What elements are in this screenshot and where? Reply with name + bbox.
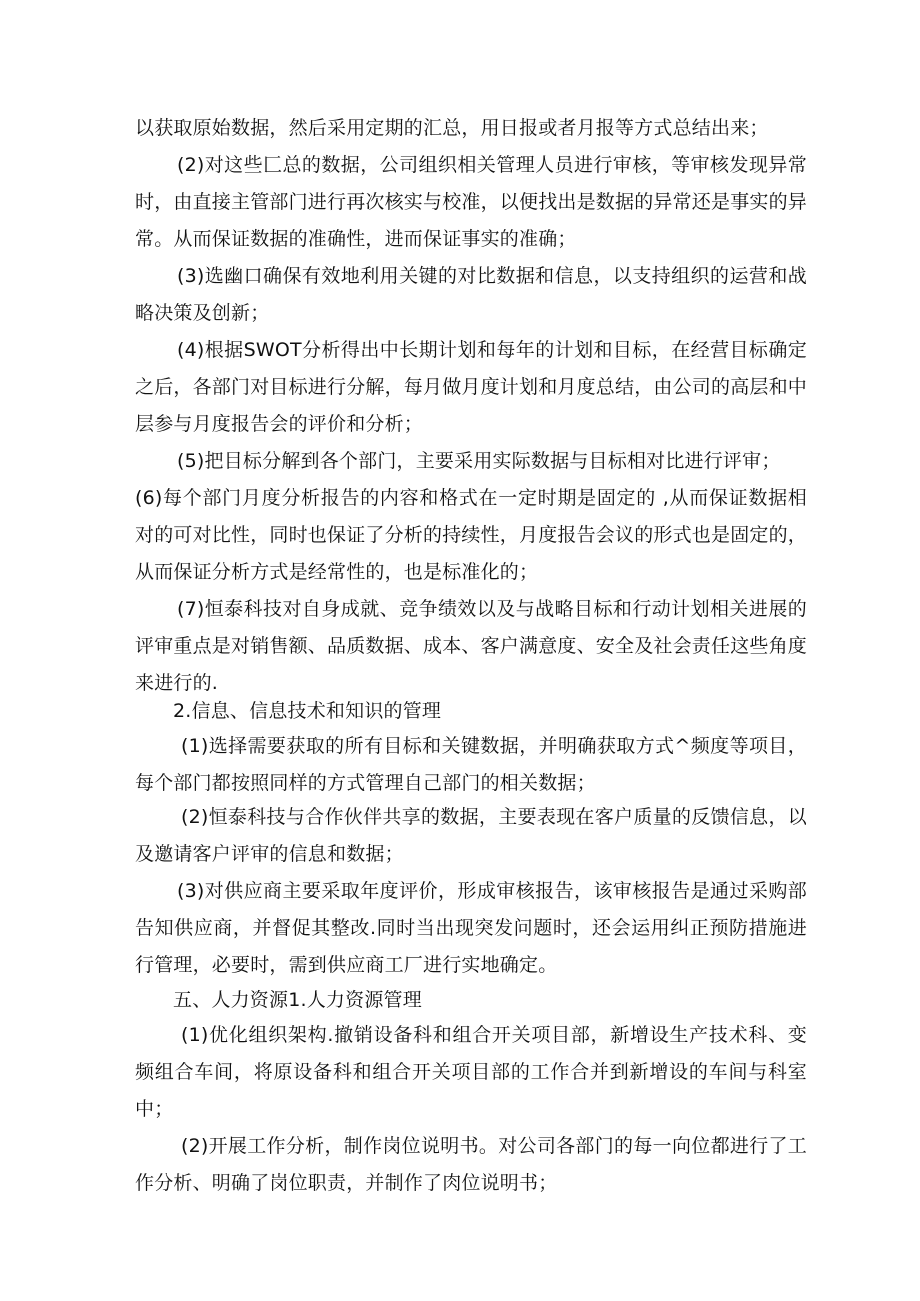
paragraph-item-7: (7)恒泰科技对自身成就、竞争绩效以及与战略目标和行动计划相关进展的评审重点是对销售额、品质数据、成本、客户满意度、安全及社会责任这些角度来进行的.	[135, 598, 808, 694]
paragraph-info-2: (2)恒泰科技与合作伙伴共享的数据，主要表现在客户质量的反馈信息，以及邀请客户评审的信息和数据；	[135, 806, 807, 865]
paragraph-item-2: (2)对这些匚总的数据，公司组织相关管理人员进行审核，等审核发现异常时，由直接主管部门进行再次核实与校准，以便找出是数据的异常还是事实的异常。从而保证数据的准确性，进而保证事实的准确；	[135, 154, 808, 250]
paragraph-item-3: (3)选幽口确保有效地利用关键的对比数据和信息，以支持组织的运营和战略决策及创新；	[135, 265, 807, 324]
section-heading-information: 2.信息、信息技术和知识的管理	[173, 700, 442, 722]
paragraph-item-6: (6)每个部门月度分析报告的内容和格式在一定时期是固定的 ,从而保证数据相对的可对比性，同时也保证了分析的持续性，月度报告会议的形式也是固定的，从而保证分析方式是经常性的，也是标准化的；	[135, 487, 808, 583]
paragraph-hr-2: (2)开展工作分析，制作岗位说明书。对公司各部门的每一向位都进行了工作分析、明确了岗位职责，并制作了肉位说明书；	[135, 1135, 807, 1194]
paragraph-item-4: (4)根据SWOT分析得出中长期计划和每年的计划和目标，在经营目标确定之后，各部门对目标进行分解，每月做月度计划和月度总结，由公司的高层和中层参与月度报告会的评价和分析；	[135, 339, 808, 435]
section-heading-hr: 五、人力资源1.人力资源管理	[173, 989, 422, 1011]
paragraph-continuation: 以获取原始数据，然后采用定期的汇总，用日报或者月报等方式总结出来；	[135, 117, 769, 139]
paragraph-hr-1: (1)优化组织架构.撤销设备科和组合开关项目部，新增设生产技术科、变频组合车间，将原设备科和组合开关项目部的工作合并到新增设的车间与科室中；	[135, 1024, 807, 1120]
paragraph-info-1: (1)选择需要获取的所有目标和关键数据，并明确获取方式^频度等项目，每个部门都按照同样的方式管理自己部门的相关数据；	[135, 735, 807, 794]
paragraph-item-5: (5)把目标分解到各个部门，主要采用实际数据与目标相对比进行评审；	[177, 450, 781, 472]
paragraph-info-3: (3)对供应商主要采取年度评价，形成审核报告，该审核报告是通过采购部告知供应商，并督促其整改.同时当出现突发问题时，还会运用纠正预防措施进行管理，必要时，需到供应商工厂进行实地确定。	[135, 880, 807, 976]
